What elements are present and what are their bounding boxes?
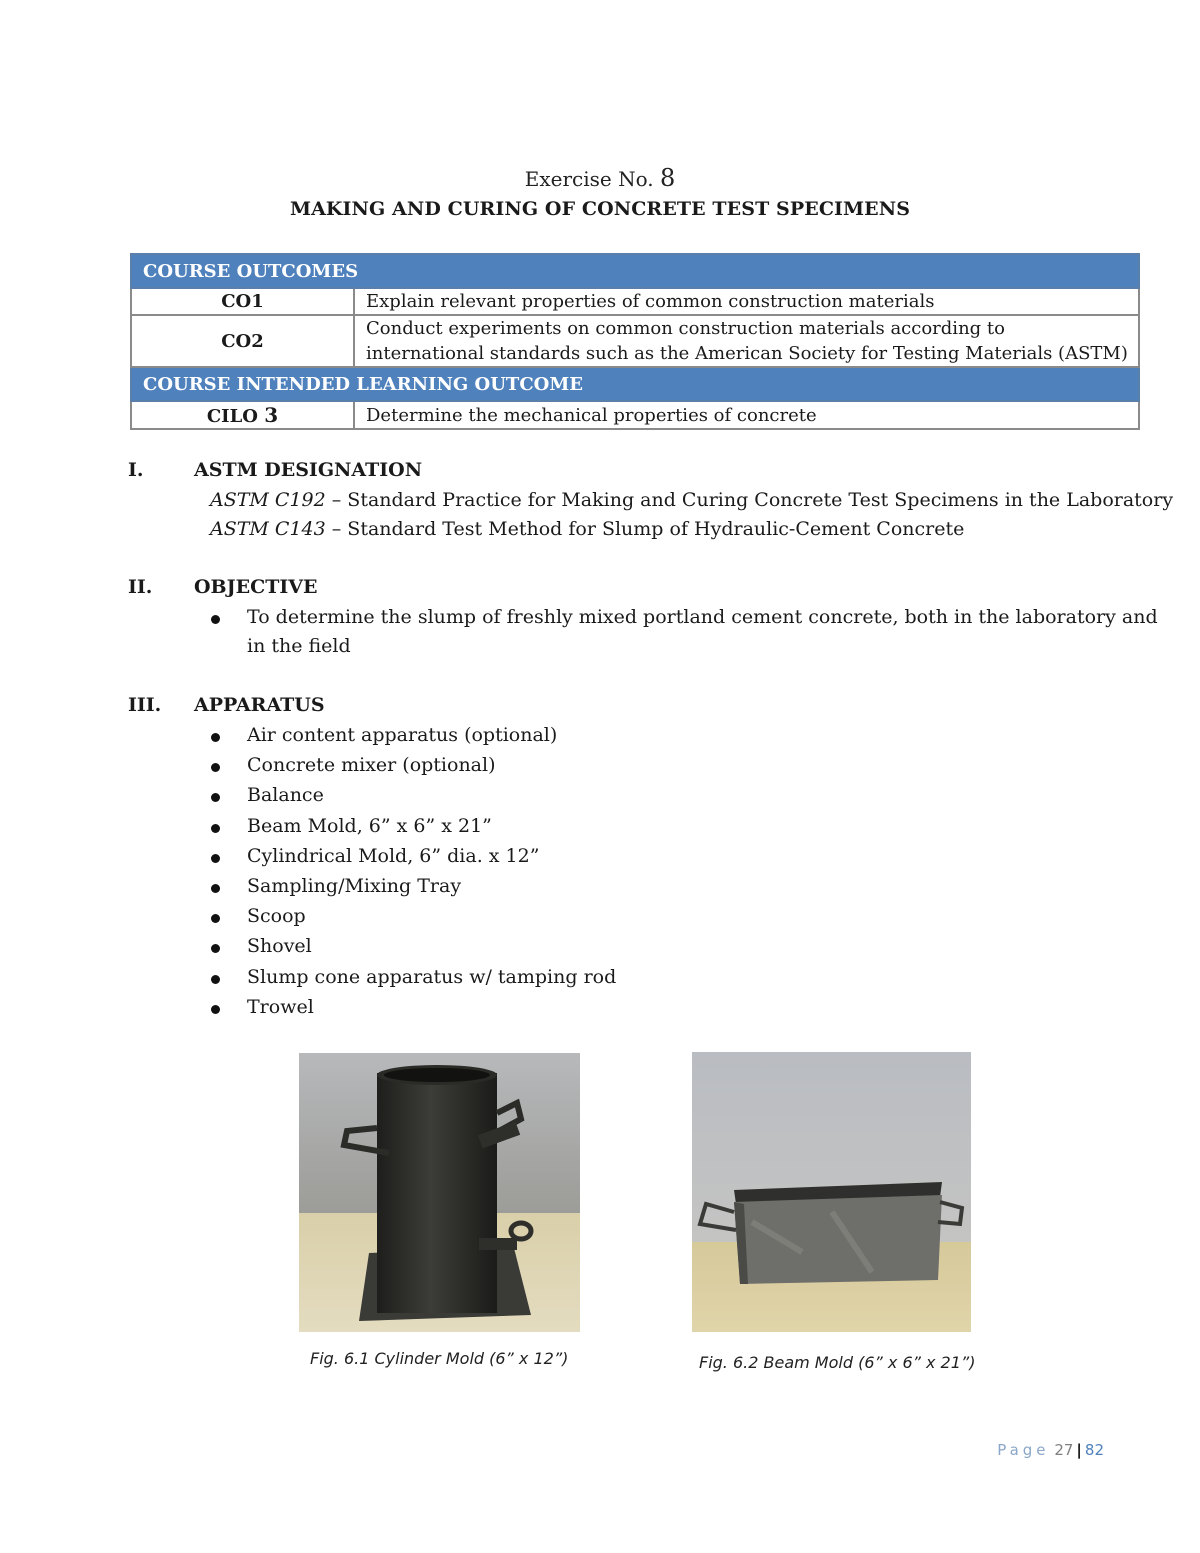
cilo-header-row: [131, 367, 1139, 401]
course-outcomes-header: COURSE OUTCOMES: [131, 254, 1139, 288]
apparatus-item: Slump cone apparatus w/ tamping rod: [247, 965, 617, 988]
section-title-objective: OBJECTIVE: [194, 576, 318, 598]
exercise-number: 8: [659, 164, 676, 192]
bullet-icon: [211, 975, 220, 984]
table-row: [131, 288, 1139, 315]
outcome-description: Explain relevant properties of common construction materials: [354, 288, 1139, 315]
cylinder-mold-photo: [299, 1053, 580, 1332]
cilo-description: Determine the mechanical properties of concrete: [354, 401, 1139, 429]
bullet-icon: [211, 944, 220, 953]
page-total: 82: [1084, 1441, 1104, 1459]
designation-line: [210, 489, 1173, 511]
outcome-description-line: international standards such as the American Society for Testing Materials (ASTM): [366, 343, 1128, 364]
bullet-icon: [211, 824, 220, 833]
apparatus-item: Beam Mold, 6” x 6” x 21”: [247, 814, 492, 837]
astm-code: ASTM C192: [210, 489, 326, 511]
apparatus-item: Cylindrical Mold, 6” dia. x 12”: [247, 844, 540, 867]
bullet-icon: [211, 854, 220, 863]
page-number: 27: [1054, 1441, 1074, 1459]
bullet-icon: [211, 1005, 220, 1014]
page-footer: [997, 1441, 1104, 1459]
section-title-apparatus: APPARATUS: [194, 694, 325, 716]
exercise-subtitle: MAKING AND CURING OF CONCRETE TEST SPECIMENS: [289, 198, 911, 220]
objective-text-line: in the field: [247, 635, 351, 657]
bullet-icon: [211, 763, 220, 772]
table-row: [131, 401, 1139, 429]
apparatus-item: Concrete mixer (optional): [247, 754, 496, 777]
bullet-icon: [211, 615, 220, 624]
section-number: I.: [128, 459, 144, 481]
astm-description: – Standard Practice for Making and Curing Concrete Test Specimens in the Laboratory: [325, 489, 1174, 511]
cilo-header: COURSE INTENDED LEARNING OUTCOME: [131, 367, 1139, 401]
outcome-code: CO1: [131, 288, 354, 315]
bullet-icon: [211, 914, 220, 923]
cilo-number: 3: [264, 403, 279, 427]
designation-line: [210, 518, 964, 540]
cilo-code: [131, 401, 354, 429]
cylinder-mold-image: [299, 1053, 580, 1332]
exercise-label: Exercise No.: [524, 167, 654, 191]
figure-caption: Fig. 6.2 Beam Mold (6” x 6” x 21”): [699, 1353, 976, 1372]
outcomes-table: [130, 253, 1140, 430]
astm-description: – Standard Test Method for Slump of Hydraulic-Cement Concrete: [325, 518, 965, 540]
beam-mold-image: [692, 1052, 971, 1332]
page-word: Page: [997, 1441, 1050, 1459]
table-row: [131, 315, 1139, 367]
section-number: III.: [128, 694, 162, 716]
figure-caption: Fig. 6.1 Cylinder Mold (6” x 12”): [310, 1349, 569, 1368]
cilo-label: CILO: [206, 406, 258, 427]
bullet-icon: [211, 733, 220, 742]
apparatus-item: Balance: [247, 784, 324, 807]
beam-mold-photo: [692, 1052, 971, 1332]
page-separator: |: [1076, 1441, 1082, 1459]
section-title-designation: ASTM DESIGNATION: [194, 459, 423, 481]
apparatus-item: Sampling/Mixing Tray: [247, 875, 462, 897]
bullet-icon: [211, 793, 220, 802]
astm-code: ASTM C143: [210, 518, 326, 540]
section-number: II.: [128, 576, 153, 598]
apparatus-item: Trowel: [247, 995, 314, 1018]
objective-text-line: To determine the slump of freshly mixed portland cement concrete, both in the laboratory and: [247, 606, 1158, 628]
course-outcomes-header-row: [131, 254, 1139, 288]
outcome-description: [354, 315, 1139, 367]
apparatus-item: Air content apparatus (optional): [247, 724, 558, 746]
apparatus-item: Scoop: [247, 905, 306, 928]
outcome-code: CO2: [131, 315, 354, 367]
bullet-icon: [211, 884, 220, 893]
outcome-description-line: Conduct experiments on common construction materials according to: [366, 318, 1005, 339]
exercise-title: [0, 164, 1200, 192]
apparatus-item: Shovel: [247, 935, 312, 958]
